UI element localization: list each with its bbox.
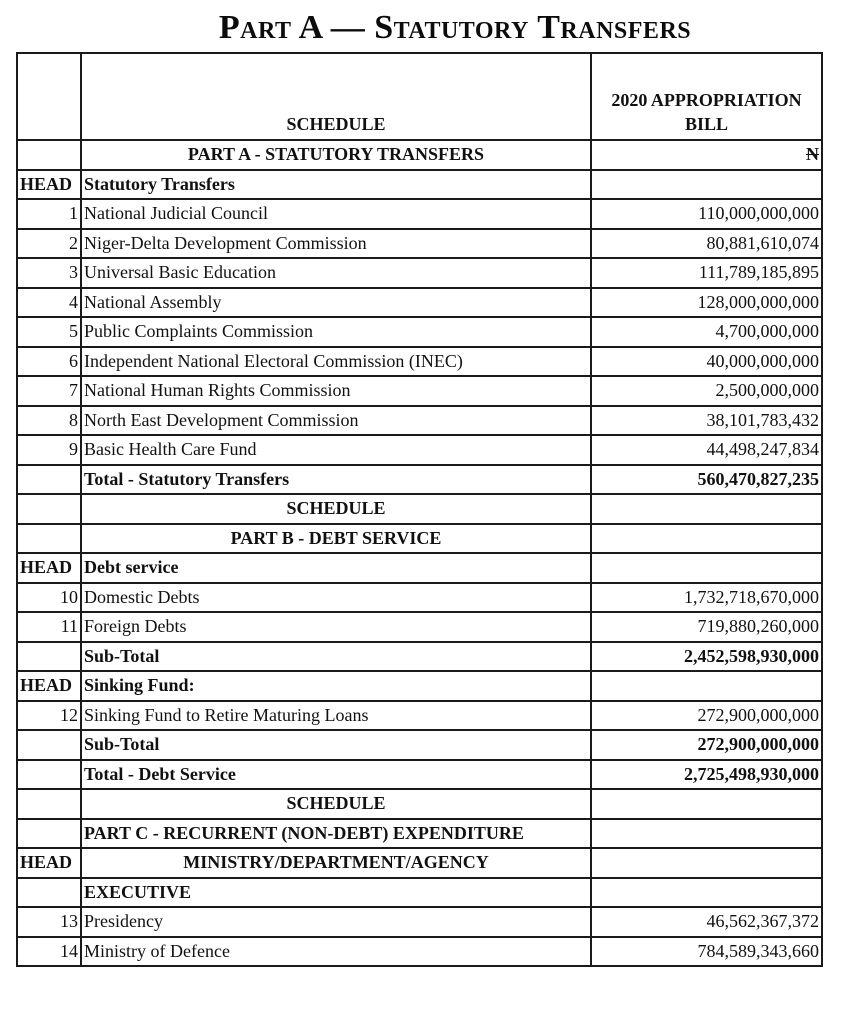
table-row-item — [17, 258, 822, 288]
row-amount: 272,900,000,000 — [591, 701, 822, 731]
table-row-item — [17, 347, 822, 377]
table-row-item — [17, 701, 822, 731]
table-header-row — [17, 53, 822, 140]
table-row-section — [17, 494, 822, 524]
header-schedule-cell: SCHEDULE — [81, 53, 591, 140]
row-description: National Assembly — [81, 288, 591, 318]
row-amount: 4,700,000,000 — [591, 317, 822, 347]
row-description: Ministry of Defence — [81, 937, 591, 967]
row-amount: 111,789,185,895 — [591, 258, 822, 288]
table-body — [17, 140, 822, 966]
row-description: Niger-Delta Development Commission — [81, 229, 591, 259]
table-row-section — [17, 140, 822, 170]
head-number: 1 — [17, 199, 81, 229]
row-description: North East Development Commission — [81, 406, 591, 436]
row-description: Statutory Transfers — [81, 170, 591, 200]
row-description: SCHEDULE — [81, 789, 591, 819]
head-number: 13 — [17, 907, 81, 937]
table-row-section — [17, 848, 822, 878]
row-description: Total - Debt Service — [81, 760, 591, 790]
row-description: National Human Rights Commission — [81, 376, 591, 406]
row-amount — [591, 553, 822, 583]
head-number — [17, 524, 81, 554]
head-number: 11 — [17, 612, 81, 642]
table-row-item — [17, 435, 822, 465]
table-row-total — [17, 465, 822, 495]
row-description: PART B - DEBT SERVICE — [81, 524, 591, 554]
table-row-total — [17, 730, 822, 760]
table-row-item — [17, 376, 822, 406]
head-number: 12 — [17, 701, 81, 731]
row-description: Foreign Debts — [81, 612, 591, 642]
row-amount — [591, 494, 822, 524]
row-amount — [591, 671, 822, 701]
head-label: HEAD — [17, 671, 81, 701]
row-description: Independent National Electoral Commission (INEC) — [81, 347, 591, 377]
head-number: 5 — [17, 317, 81, 347]
row-amount — [591, 878, 822, 908]
row-amount: 719,880,260,000 — [591, 612, 822, 642]
row-amount — [591, 789, 822, 819]
row-amount: 44,498,247,834 — [591, 435, 822, 465]
header-head-cell — [17, 53, 81, 140]
table-row-item — [17, 288, 822, 318]
row-description: Sinking Fund to Retire Maturing Loans — [81, 701, 591, 731]
row-amount: 110,000,000,000 — [591, 199, 822, 229]
row-description: Sub-Total — [81, 730, 591, 760]
table-row-group — [17, 878, 822, 908]
row-amount: 38,101,783,432 — [591, 406, 822, 436]
table-row-item — [17, 583, 822, 613]
head-label: HEAD — [17, 848, 81, 878]
head-number: 2 — [17, 229, 81, 259]
table-row-section — [17, 789, 822, 819]
row-amount: 272,900,000,000 — [591, 730, 822, 760]
head-number: 14 — [17, 937, 81, 967]
head-label: HEAD — [17, 553, 81, 583]
row-amount: 46,562,367,372 — [591, 907, 822, 937]
head-number: 8 — [17, 406, 81, 436]
naira-currency-symbol — [591, 140, 822, 170]
row-amount — [591, 819, 822, 849]
head-label: HEAD — [17, 170, 81, 200]
head-number: 9 — [17, 435, 81, 465]
row-amount — [591, 848, 822, 878]
table-row-item — [17, 317, 822, 347]
naira-sign-icon: N — [806, 144, 819, 165]
row-description: Total - Statutory Transfers — [81, 465, 591, 495]
head-number: 4 — [17, 288, 81, 318]
head-number — [17, 789, 81, 819]
row-amount: 2,500,000,000 — [591, 376, 822, 406]
row-amount — [591, 524, 822, 554]
row-amount: 80,881,610,074 — [591, 229, 822, 259]
row-description: MINISTRY/DEPARTMENT/AGENCY — [81, 848, 591, 878]
head-number — [17, 642, 81, 672]
header-amount-cell: 2020 APPROPRIATION BILL — [591, 53, 822, 140]
row-amount — [591, 170, 822, 200]
table-row-item — [17, 907, 822, 937]
row-amount: 128,000,000,000 — [591, 288, 822, 318]
table-row-item — [17, 406, 822, 436]
table-row-item — [17, 199, 822, 229]
row-description: Domestic Debts — [81, 583, 591, 613]
table-row-item — [17, 937, 822, 967]
table-row-group — [17, 170, 822, 200]
row-description: Sinking Fund: — [81, 671, 591, 701]
table-row-section — [17, 524, 822, 554]
row-description: National Judicial Council — [81, 199, 591, 229]
row-description: SCHEDULE — [81, 494, 591, 524]
head-number — [17, 760, 81, 790]
head-number — [17, 819, 81, 849]
row-description: Presidency — [81, 907, 591, 937]
row-description: Sub-Total — [81, 642, 591, 672]
row-amount: 2,452,598,930,000 — [591, 642, 822, 672]
row-amount: 784,589,343,660 — [591, 937, 822, 967]
row-amount: 2,725,498,930,000 — [591, 760, 822, 790]
head-number: 3 — [17, 258, 81, 288]
row-description: EXECUTIVE — [81, 878, 591, 908]
row-description: Public Complaints Commission — [81, 317, 591, 347]
row-description: Basic Health Care Fund — [81, 435, 591, 465]
row-amount: 40,000,000,000 — [591, 347, 822, 377]
head-number — [17, 878, 81, 908]
head-number: 7 — [17, 376, 81, 406]
row-description: PART C - RECURRENT (NON-DEBT) EXPENDITURE — [81, 819, 591, 849]
table-row-group — [17, 553, 822, 583]
head-number — [17, 140, 81, 170]
head-number — [17, 465, 81, 495]
row-description: Debt service — [81, 553, 591, 583]
head-number: 10 — [17, 583, 81, 613]
head-number: 6 — [17, 347, 81, 377]
table-row-group — [17, 671, 822, 701]
head-number — [17, 494, 81, 524]
head-number — [17, 730, 81, 760]
page-title: Part A — Statutory Transfers — [218, 9, 692, 46]
table-row-total — [17, 642, 822, 672]
table-row-section — [17, 819, 822, 849]
row-description: PART A - STATUTORY TRANSFERS — [81, 140, 591, 170]
row-amount: 560,470,827,235 — [591, 465, 822, 495]
row-description: Universal Basic Education — [81, 258, 591, 288]
table-row-item — [17, 612, 822, 642]
table-row-item — [17, 229, 822, 259]
table-row-total — [17, 760, 822, 790]
appropriation-schedule-table — [16, 52, 823, 967]
row-amount: 1,732,718,670,000 — [591, 583, 822, 613]
